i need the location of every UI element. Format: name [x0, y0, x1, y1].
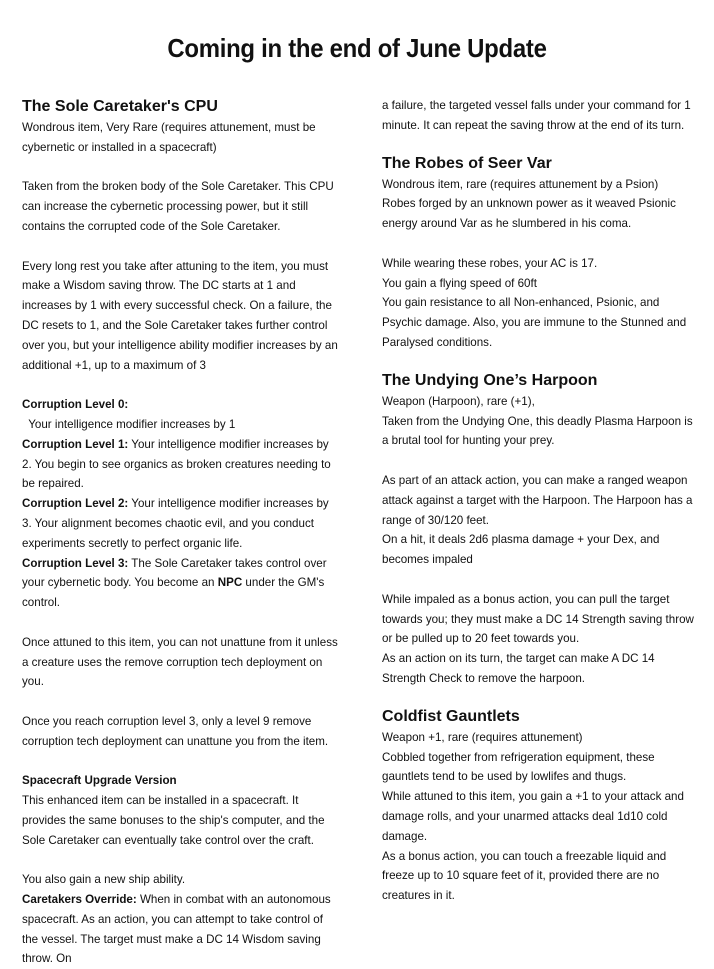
caretakers-override	[22, 890, 338, 969]
gauntlets-attuned: While attuned to this item, you gain a +1 to your attack and damage rolls, and your unarmed attacks deal 1d10 cold damage.	[382, 790, 684, 843]
corruption-level-0-label: Corruption Level 0:	[22, 398, 129, 412]
corruption-level-1	[22, 435, 338, 494]
gauntlets-description: Cobbled together from refrigeration equipment, these gauntlets tend to be used by lowlifes and thugs.	[382, 750, 655, 784]
attuned-note: Once attuned to this item, you can not unattune from it unless a creature uses the remove corruption tech deployment on you.	[22, 635, 338, 689]
robes-title: The Robes of Seer Var	[382, 154, 552, 172]
robes-description: Robes forged by an unknown power as it weaved Psionic energy around Var as he slumbered in his coma.	[382, 197, 676, 231]
cpu-type: Wondrous item, Very Rare (requires attunement, must be cybernetic or installed in a spacecraft)	[22, 121, 316, 154]
harpoon-attack: As part of an attack action, you can make a ranged weapon attack against a target with the Harpoon. The Harpoon has a range of 30/120 feet.	[382, 473, 693, 527]
harpoon-hit: On a hit, it deals 2d6 plasma damage + your Dex, and becomes impaled	[382, 533, 660, 567]
right-column	[382, 96, 694, 906]
robes-ac: While wearing these robes, your AC is 17.	[382, 256, 598, 270]
corruption-level-0-text: Your intelligence modifier increases by 1	[22, 417, 236, 431]
cpu-title: The Sole Caretaker's CPU	[22, 98, 218, 115]
robes-flying-speed: You gain a flying speed of 60ft	[382, 276, 537, 290]
corruption-level-2-label: Corruption Level 2:	[22, 497, 129, 511]
caretakers-override-text: When in combat with an autonomous spacecraft. As an action, you can attempt to take control of the vessel. The target must make a DC 14 Wisdom saving throw. On	[22, 893, 331, 966]
robes-resistance: You gain resistance to all Non-enhanced, Psionic, and Psychic damage. Also, you are immune to the Stunned and Paralysed conditions.	[382, 296, 687, 349]
corruption-level-0	[22, 395, 338, 435]
harpoon-type: Weapon (Harpoon), rare (+1),	[382, 394, 535, 408]
corruption-level-1-label: Corruption Level 1:	[22, 437, 129, 451]
caretakers-override-continued: a failure, the targeted vessel falls under your command for 1 minute. It can repeat the saving throw at the end of its turn.	[382, 99, 691, 132]
cpu-description: Taken from the broken body of the Sole Caretaker. This CPU can increase the cybernetic processing power, but it still contains the corrupted code of the Sole Caretaker.	[22, 180, 334, 233]
harpoon-description: Taken from the Undying One, this deadly Plasma Harpoon is a brutal tool for hunting your prey.	[382, 414, 693, 448]
corruption-level-3-label: Corruption Level 3:	[22, 556, 129, 570]
robes-type: Wondrous item, rare (requires attunement by a Psion)	[382, 177, 659, 191]
gauntlets-type: Weapon +1, rare (requires attunement)	[382, 730, 583, 744]
corruption-level-3-text-a: The Sole Caretaker takes control over your cybernetic body. You become an	[22, 556, 327, 590]
corruption-level-2	[22, 494, 338, 553]
spacecraft-upgrade-title: Spacecraft Upgrade Version	[22, 774, 177, 788]
npc-term: NPC	[217, 576, 243, 590]
caretakers-override-label: Caretakers Override:	[22, 893, 137, 907]
gauntlets-bonus-action: As a bonus action, you can touch a freezable liquid and freeze up to 10 square feet of it, provided there are no creatures in it.	[382, 849, 667, 903]
corruption-level-3	[22, 554, 338, 613]
harpoon-title: The Undying One’s Harpoon	[382, 371, 598, 389]
corruption-level-3-text-b: under the GM's control.	[22, 576, 325, 610]
corruption-level-1-text: Your intelligence modifier increases by 2. You begin to see organics as broken creatures needing to be repaired.	[22, 437, 331, 491]
page-title: Coming in the end of June Update	[167, 33, 547, 63]
corruption-level-2-text: Your intelligence modifier increases by 3. Your alignment becomes chaotic evil, and you conduct experiments secretly to perfect organic life.	[22, 497, 329, 550]
left-column	[22, 96, 338, 969]
harpoon-pull: While impaled as a bonus action, you can pull the target towards you; they must make a DC 14 Strength saving throw or be pulled up to 20 feet towards you.	[382, 592, 694, 646]
cpu-long-rest: Every long rest you take after attuning to the item, you must make a Wisdom saving throw. The DC starts at 1 and increases by 1 with every successful check. On a failure, the DC resets to 1, and the Sole Caretaker takes further control over you, but your intelligence ability modifier increases by an additional +1, up to a maximum of 3	[22, 259, 338, 372]
spacecraft-upgrade-description: This enhanced item can be installed in a spacecraft. It provides the same bonuses to the ship's computer, and the Sole Caretaker can eventually take control over the craft.	[22, 794, 325, 847]
ship-ability-note: You also gain a new ship ability.	[22, 873, 186, 887]
level-3-removal-note: Once you reach corruption level 3, only a level 9 remove corruption tech deployment can unattune you from the item.	[22, 714, 329, 748]
gauntlets-title: Coldfist Gauntlets	[382, 707, 520, 725]
harpoon-remove: As an action on its turn, the target can make A DC 14 Strength Check to remove the harpoon.	[382, 652, 655, 685]
